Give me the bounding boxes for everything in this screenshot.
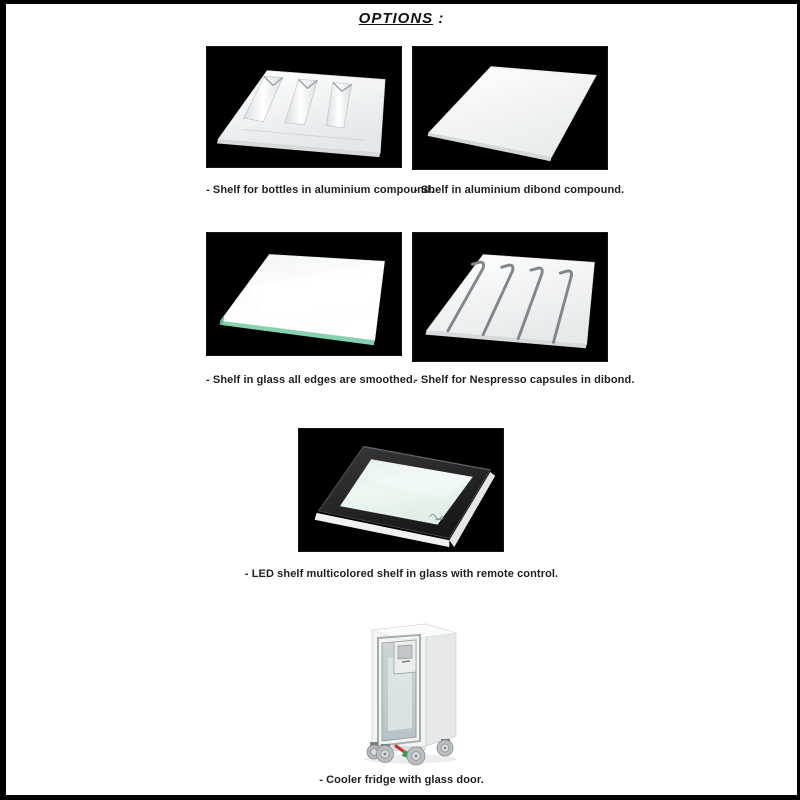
nespresso-shelf-caption: - Shelf for Nespresso capsules in dibond.: [414, 374, 635, 386]
caption-cell: [414, 180, 625, 198]
nespresso-shelf-illustration: [413, 233, 607, 361]
bottle-shelf-illustration: [207, 47, 401, 167]
cooler-fridge-illustration: [336, 600, 478, 766]
bottle-shelf-image: [206, 46, 402, 168]
shelf-image-row-1: [206, 46, 608, 170]
led-shelf-caption: - LED shelf multicolored shelf in glass with remote control.: [244, 568, 559, 580]
nespresso-shelf-image: [412, 232, 608, 362]
cooler-fridge-caption: - Cooler fridge with glass door.: [319, 774, 484, 786]
shelf-image-row-2: [206, 232, 608, 362]
dibond-shelf-caption: - Shelf in aluminium dibond compound.: [414, 184, 625, 196]
caption-row-2: [206, 370, 635, 388]
led-shelf-illustration: [299, 429, 503, 551]
caption-cell: [206, 180, 434, 198]
caption-row-1: [206, 180, 625, 198]
caption-row-4: [6, 770, 797, 788]
bottle-shelf-caption: - Shelf for bottles in aluminium compound.: [206, 184, 434, 196]
glass-shelf-caption: - Shelf in glass all edges are smoothed.: [206, 374, 417, 386]
dibond-shelf-illustration: [413, 47, 607, 169]
led-shelf-image: [298, 428, 504, 552]
glass-shelf-illustration: [207, 233, 401, 355]
dibond-shelf-image: [412, 46, 608, 170]
caption-cell: [414, 370, 635, 388]
page-title: [6, 10, 797, 27]
page-title-colon: :: [433, 10, 445, 27]
cooler-fridge-image: [336, 600, 478, 766]
caption-cell: [206, 370, 417, 388]
glass-shelf-image: [206, 232, 402, 356]
caption-row-3: [6, 564, 797, 582]
page-title-word: OPTIONS: [358, 10, 434, 27]
